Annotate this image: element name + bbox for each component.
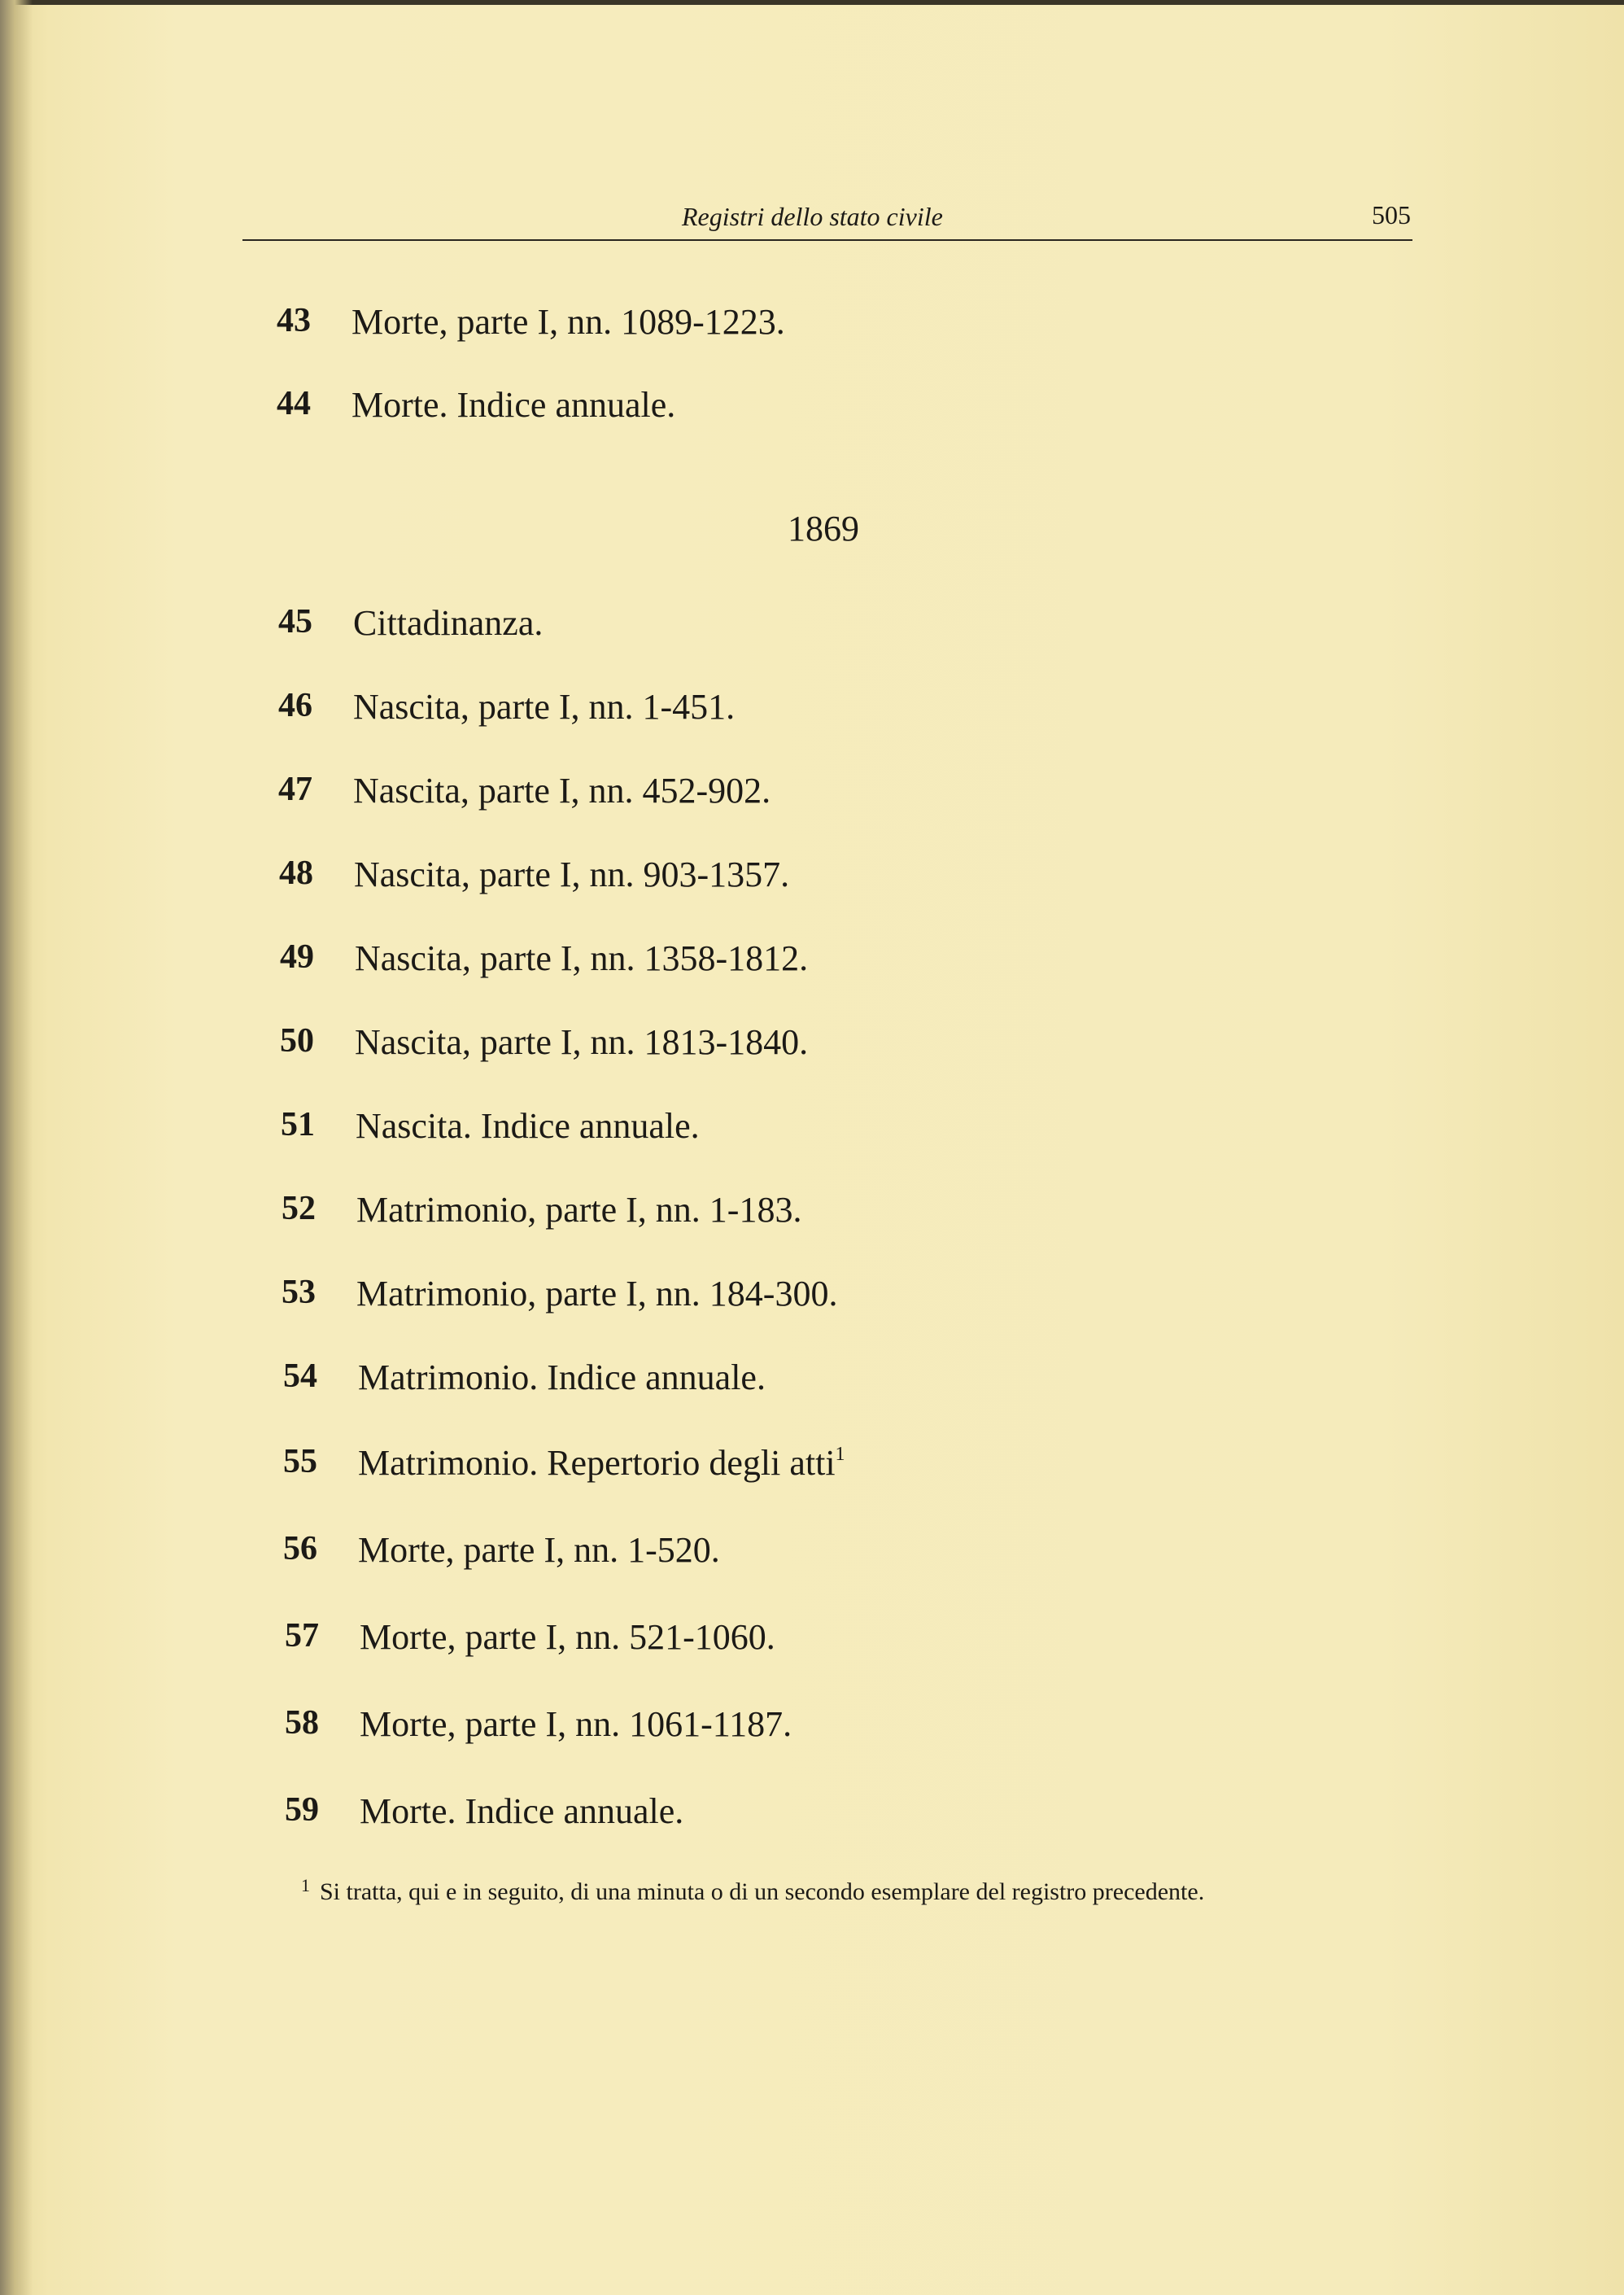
entry-number: 48 xyxy=(279,855,313,892)
entry-text: Matrimonio, parte I, nn. 184-300. xyxy=(356,1274,838,1314)
entry-text: Nascita, parte I, nn. 903-1357. xyxy=(354,855,790,894)
running-head xyxy=(242,197,1412,238)
entry-text: Matrimonio. Indice annuale. xyxy=(358,1357,766,1397)
entry-text: Nascita, parte I, nn. 1358-1812. xyxy=(355,938,809,978)
header-rule xyxy=(242,239,1412,241)
entry-number: 49 xyxy=(280,938,314,976)
entry-number: 58 xyxy=(285,1704,319,1742)
scan-top-edge xyxy=(0,0,1624,5)
entry-text: Matrimonio, parte I, nn. 1-183. xyxy=(356,1190,802,1230)
entry-text: Morte, parte I, nn. 1089-1223. xyxy=(351,302,785,342)
entry-text: Nascita, parte I, nn. 1813-1840. xyxy=(355,1022,809,1062)
footnote-text: Si tratta, qui e in seguito, di una minuta o di un secondo esemplare del registro precedente. xyxy=(320,1878,1205,1905)
footnote-reference: 1 xyxy=(835,1444,845,1465)
binding-shadow xyxy=(0,0,33,2295)
entry-number: 54 xyxy=(283,1357,317,1395)
entry-text: Nascita, parte I, nn. 1-451. xyxy=(353,687,736,727)
entry-text xyxy=(358,1442,845,1484)
entry-number: 43 xyxy=(277,302,311,339)
running-title: Registri dello stato civile xyxy=(682,202,943,231)
entry-number: 51 xyxy=(281,1106,315,1143)
year-heading: 1869 xyxy=(788,509,859,549)
entry-text: Morte, parte I, nn. 1-520. xyxy=(358,1530,720,1570)
entry-number: 47 xyxy=(278,771,312,808)
entry-number: 59 xyxy=(285,1791,319,1829)
entry-text: Morte. Indice annuale. xyxy=(351,385,676,425)
entry-text: Morte, parte I, nn. 521-1060. xyxy=(360,1617,775,1657)
entry-text: Cittadinanza. xyxy=(353,603,544,643)
entry-text: Morte, parte I, nn. 1061-1187. xyxy=(360,1704,792,1744)
page-number: 505 xyxy=(1372,200,1411,230)
entry-text-body: Matrimonio. Repertorio degli atti xyxy=(358,1443,836,1483)
entry-number: 44 xyxy=(277,385,311,422)
footnote xyxy=(301,1875,1204,1906)
entry-number: 55 xyxy=(283,1443,317,1480)
entry-number: 57 xyxy=(285,1617,319,1655)
entry-number: 52 xyxy=(282,1190,316,1227)
entry-number: 50 xyxy=(280,1022,314,1060)
entry-number: 46 xyxy=(278,687,312,724)
entry-number: 56 xyxy=(283,1530,317,1567)
entry-number: 53 xyxy=(282,1274,316,1311)
entry-text: Nascita, parte I, nn. 452-902. xyxy=(353,771,771,811)
entry-text: Nascita. Indice annuale. xyxy=(356,1106,700,1146)
footnote-mark: 1 xyxy=(301,1875,310,1895)
entry-text: Morte. Indice annuale. xyxy=(360,1791,684,1831)
entry-number: 45 xyxy=(278,603,312,640)
